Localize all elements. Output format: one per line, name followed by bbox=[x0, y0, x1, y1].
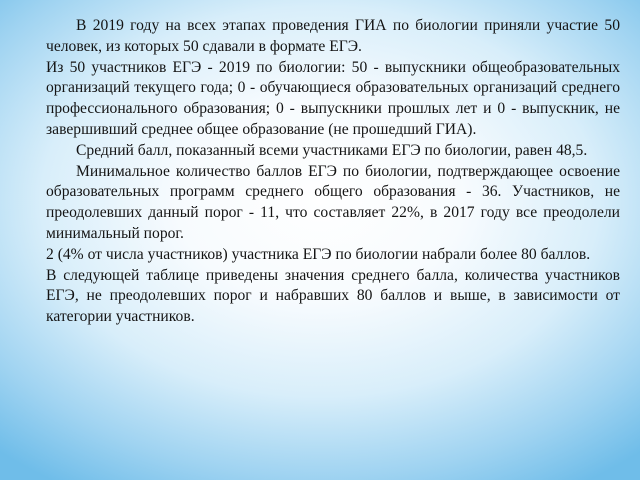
paragraph-high-scorers: 2 (4% от числа участников) участника ЕГЭ по биологии набрали более 80 баллов. bbox=[46, 245, 591, 263]
slide-text-block bbox=[46, 16, 620, 466]
paragraph-table-intro: В следующей таблице приведены значения среднего балла, количества участников ЕГЭ, не преодолевших порог и набравших 80 баллов и выше, в зависимости от категории участников. bbox=[46, 266, 620, 326]
paragraph-participants-total: В 2019 году на всех этапах проведения ГИА по биологии приняли участие 50 человек, из которых 50 сдавали в формате ЕГЭ. bbox=[46, 17, 620, 55]
paragraph-minimum-threshold: Минимальное количество баллов ЕГЭ по биологии, подтверждающее освоение образовательных программ среднего общего образования - 36. Участников, не преодолевших данный порог - 11, что составляет 22%, в 2017 году все преодолели минимальный порог. bbox=[46, 162, 620, 242]
paragraph-participants-breakdown: Из 50 участников ЕГЭ - 2019 по биологии: 50 - выпускники общеобразовательных организаций текущего года; 0 - обучающиеся образовательных организаций среднего профессионального образования; 0 - выпускники прошлых лет и 0 - выпускник, не завершивший среднее общее образование (не прошедший ГИА). bbox=[46, 58, 620, 138]
paragraph-average-score: Средний балл, показанный всеми участниками ЕГЭ по биологии, равен 48,5. bbox=[76, 141, 588, 159]
